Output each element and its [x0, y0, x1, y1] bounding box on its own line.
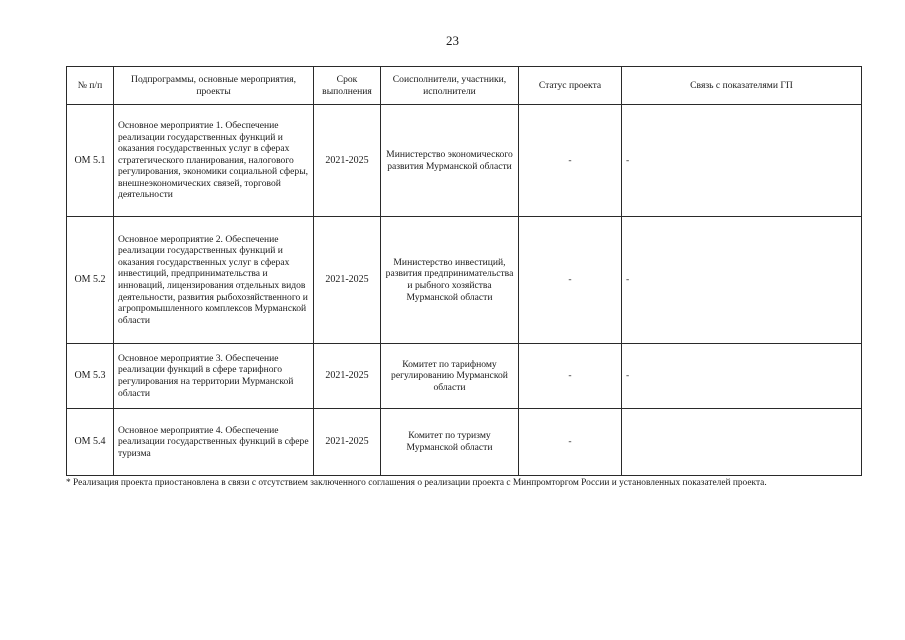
- row-link: -: [622, 217, 862, 344]
- row-num: ОМ 5.3: [67, 344, 114, 409]
- row-link: [622, 409, 862, 476]
- row-num: ОМ 5.2: [67, 217, 114, 344]
- row-status: -: [519, 105, 622, 217]
- row-status: -: [519, 344, 622, 409]
- header-executors: Соисполнители, участники, исполнители: [381, 67, 519, 105]
- table-row: [67, 105, 862, 217]
- row-status: -: [519, 409, 622, 476]
- row-link: -: [622, 344, 862, 409]
- table-body: [67, 105, 862, 476]
- row-term: 2021-2025: [314, 217, 381, 344]
- header-link: Связь с показателями ГП: [622, 67, 862, 105]
- table-header: [67, 67, 862, 105]
- header-row: [67, 67, 862, 105]
- header-num: № п/п: [67, 67, 114, 105]
- row-name: Основное мероприятие 2. Обеспечение реализации государственных функций и оказания государственных услуг в сферах инвестиций, предпринимательства и инноваций, лицензирования отдельных видов деятельности, развития рыбохозяйственного и агропромышленного комплексов Мурманской области: [114, 217, 314, 344]
- row-num: ОМ 5.4: [67, 409, 114, 476]
- footnote: * Реализация проекта приостановлена в связи с отсутствием заключенного соглашения о реализации проекта с Минпромторгом России и установленных показателей проекта.: [66, 478, 767, 488]
- table-row: [67, 409, 862, 476]
- row-link: -: [622, 105, 862, 217]
- row-term: 2021-2025: [314, 105, 381, 217]
- row-executors: Комитет по тарифному регулированию Мурманской области: [381, 344, 519, 409]
- row-term: 2021-2025: [314, 409, 381, 476]
- header-name: Подпрограммы, основные мероприятия, проекты: [114, 67, 314, 105]
- row-term: 2021-2025: [314, 344, 381, 409]
- row-name: Основное мероприятие 3. Обеспечение реализации функций в сфере тарифного регулирования на территории Мурманской области: [114, 344, 314, 409]
- page-number: 23: [446, 33, 459, 48]
- header-term: Срок выполнения: [314, 67, 381, 105]
- row-name: Основное мероприятие 1. Обеспечение реализации государственных функций и оказания государственных услуг в сферах стратегического планирования, налогового регулирования, экономики социальной сферы, внешнеэкономических связей, торговой деятельности: [114, 105, 314, 217]
- table-row: [67, 344, 862, 409]
- header-status: Статус проекта: [519, 67, 622, 105]
- row-name: Основное мероприятие 4. Обеспечение реализации государственных функций в сфере туризма: [114, 409, 314, 476]
- row-num: ОМ 5.1: [67, 105, 114, 217]
- row-executors: Комитет по туризму Мурманской области: [381, 409, 519, 476]
- table-row: [67, 217, 862, 344]
- activities-table: [66, 66, 862, 476]
- row-status: -: [519, 217, 622, 344]
- row-executors: Министерство экономического развития Мурманской области: [381, 105, 519, 217]
- row-executors: Министерство инвестиций, развития предпринимательства и рыбного хозяйства Мурманской области: [381, 217, 519, 344]
